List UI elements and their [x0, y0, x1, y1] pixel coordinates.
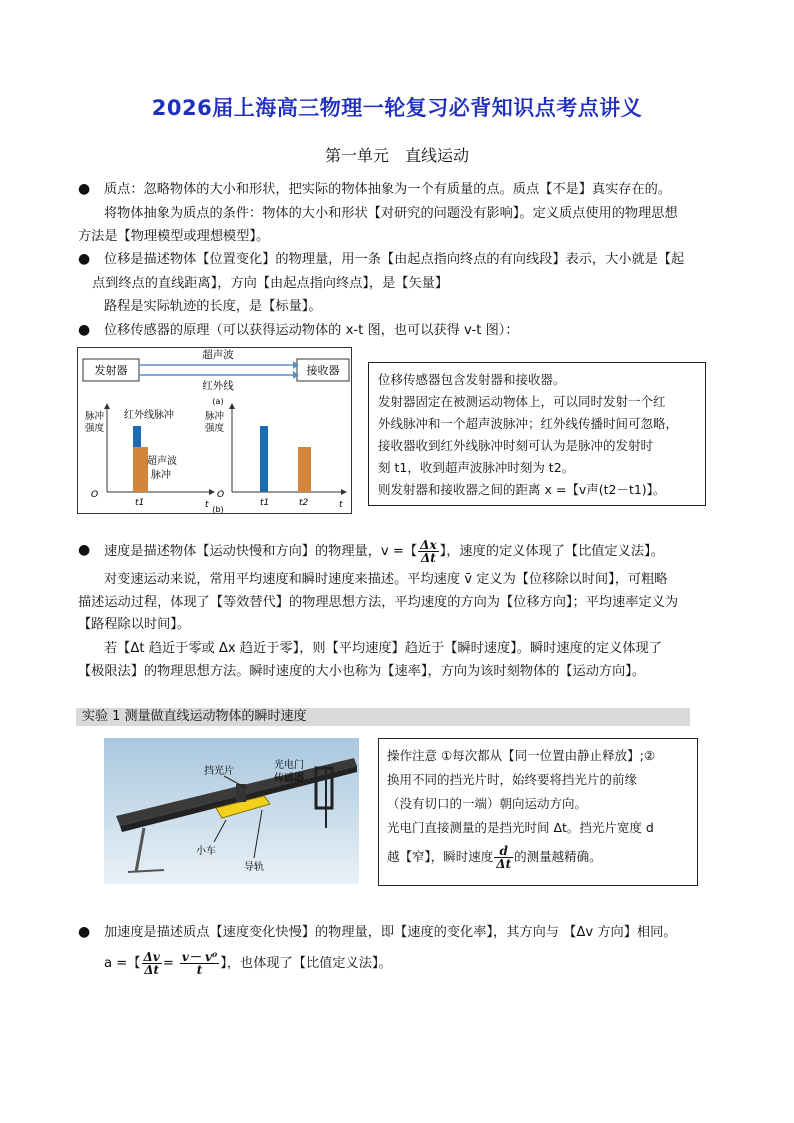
- gate-label: 光电门: [274, 760, 304, 771]
- t-axis-label: t: [339, 500, 343, 510]
- text-line: 操作注意 ①每次都从【同一位置由静止释放】;②: [387, 748, 656, 763]
- cart-label: 小车: [196, 846, 216, 857]
- fraction-denominator: Δt: [496, 857, 512, 871]
- bullet-icon: ●: [78, 322, 91, 338]
- text-span: 】，也体现了【比值定义法】。: [220, 956, 392, 971]
- y-axis-label: 脉冲: [85, 411, 105, 422]
- text-line: 描述运动过程，体现了【等效替代】的物理思想方法，平均速度的方向为【位移方向】；平均速率定义为: [78, 595, 679, 610]
- text-line: 光电门直接测量的是挡光时间 Δt。挡光片宽度 d: [387, 820, 654, 835]
- operation-notes-box: [378, 738, 698, 886]
- text-line: 位移是描述物体【位置变化】的物理量，用一条【由起点指向终点的有向线段】表示，大小就是【起: [104, 252, 685, 267]
- text-line: 发射器固定在被测运动物体上，可以同时发射一个红: [378, 394, 666, 409]
- fraction-denominator: t: [196, 962, 203, 977]
- text-line: 位移传感器的原理（可以获得运动物体的 x-t 图，也可以获得 v-t 图）：: [104, 323, 519, 338]
- ir-pulse-bar: [260, 426, 268, 492]
- text-span: =: [162, 956, 174, 971]
- bullet-icon: ●: [78, 924, 91, 940]
- text-line: 点到终点的直线距离】，方向【由起点指向终点】，是【矢量】: [92, 276, 449, 291]
- velocity-fraction: [418, 539, 438, 564]
- document-title: 2026届上海高三物理一轮复习必背知识点考点讲义: [151, 96, 643, 120]
- t1-label: t1: [135, 498, 145, 508]
- y-axis-label: 强度: [85, 423, 105, 434]
- sensor-figure: [77, 347, 352, 514]
- fraction-numerator: Δv: [143, 949, 160, 964]
- fraction-denominator: Δt: [420, 550, 436, 565]
- origin-label: O: [91, 490, 99, 500]
- text-line: 外线脉冲和一个超声波脉冲；红外线传播时间可忽略，: [378, 416, 679, 431]
- us-pulse-bar: [298, 447, 311, 492]
- text-span: a =【: [104, 956, 141, 971]
- sensor-explanation-box: [368, 362, 706, 506]
- experiment-header: 实验 1 测量做直线运动物体的瞬时速度: [76, 708, 690, 726]
- text-span: 的测量越精确。: [514, 849, 602, 864]
- text-span: 越【窄】，瞬时速度: [387, 849, 494, 864]
- text-line: 接收器收到红外线脉冲时刻可认为是脉冲的发射时: [378, 438, 654, 453]
- text-line: 路程是实际轨迹的长度，是【标量】。: [104, 299, 322, 314]
- text-line: 【极限法】的物理思想方法。瞬时速度的大小也称为【速率】，方向为该时刻物体的【运动方向】。: [78, 664, 646, 679]
- emitter-label: 发射器: [94, 364, 128, 377]
- infrared-label: 红外线: [202, 380, 234, 392]
- t2-label: t2: [299, 498, 309, 508]
- ir-pulse-label: 红外线脉冲: [124, 410, 174, 421]
- text-line: 加速度是描述质点【速度变化快慢】的物理量，即【速度的变化率】，其方向与 【Δv 方向】相同。: [104, 925, 677, 940]
- velocity-definition-line: [104, 532, 664, 572]
- acceleration-formula-line: [104, 944, 392, 984]
- acceleration-fraction: [180, 951, 219, 976]
- fraction-numerator: v－ v⁰: [181, 949, 218, 964]
- text-line: 【路程除以时间】。: [78, 617, 191, 632]
- text-line: 将物体抽象为质点的条件：物体的大小和形状【对研究的问题没有影响】。定义质点使用的物理思想: [104, 206, 678, 221]
- photogate-figure: [104, 738, 359, 884]
- text-span: 】，速度的定义体现了【比值定义法】。: [439, 544, 664, 559]
- unit-subtitle: 第一单元 直线运动: [324, 146, 469, 165]
- text-line: 对变速运动来说，常用平均速度和瞬时速度来描述。平均速度 v̄ 定义为【位移除以时间】，可粗略: [104, 572, 668, 587]
- bullet-icon: ●: [78, 542, 91, 558]
- bullet-icon: ●: [78, 181, 91, 197]
- bullet-icon: ●: [78, 251, 91, 267]
- text-line: 质点：忽略物体的大小和形状，把实际的物体抽象为一个有质量的点。质点【不是】真实存在的。: [104, 182, 672, 197]
- receiver-label: 接收器: [306, 364, 340, 377]
- label-a: (a): [212, 397, 224, 406]
- us-pulse-bar: [133, 447, 148, 492]
- ultrasonic-label: 超声波: [202, 349, 234, 361]
- precision-line: [387, 839, 602, 875]
- t1-label: t1: [260, 498, 270, 508]
- gate-label: 传感器: [274, 773, 304, 784]
- us-pulse-label: 脉冲: [151, 470, 171, 481]
- text-line: 刻 t1，收到超声波脉冲时刻为 t2。: [378, 460, 575, 475]
- text-line: 换用不同的挡光片时，始终要将挡光片的前缘: [387, 772, 638, 787]
- fraction-numerator: d: [494, 845, 513, 858]
- y-axis-label: 强度: [205, 423, 225, 434]
- t-axis-label: t: [205, 500, 209, 510]
- text-line: 若【Δt 趋近于零或 Δx 趋近于零】，则【平均速度】趋近于【瞬时速度】。瞬时速度的定义体现了: [104, 641, 662, 656]
- y-axis-label: 脉冲: [205, 411, 225, 422]
- speed-fraction: [494, 845, 513, 870]
- acceleration-fraction: [142, 951, 162, 976]
- fraction-numerator: Δx: [420, 537, 437, 552]
- origin-label: O: [217, 490, 225, 500]
- us-pulse-label: 超声波: [147, 456, 177, 467]
- rail-label: 导轨: [244, 862, 264, 873]
- text-line: （没有切口的一端）朝向运动方向。: [387, 796, 588, 811]
- text-line: 方法是【物理模型或理想模型】。: [78, 229, 270, 244]
- text-span: 速度是描述物体【运动快慢和方向】的物理量，v =【: [104, 544, 418, 559]
- fraction-denominator: Δt: [144, 962, 160, 977]
- text-line: 则发射器和接收器之间的距离 x =【v声(t2－t1)】。: [378, 482, 666, 497]
- shade-label: 挡光片: [204, 766, 234, 777]
- text-line: 位移传感器包含发射器和接收器。: [378, 372, 566, 387]
- label-b: (b): [212, 505, 224, 514]
